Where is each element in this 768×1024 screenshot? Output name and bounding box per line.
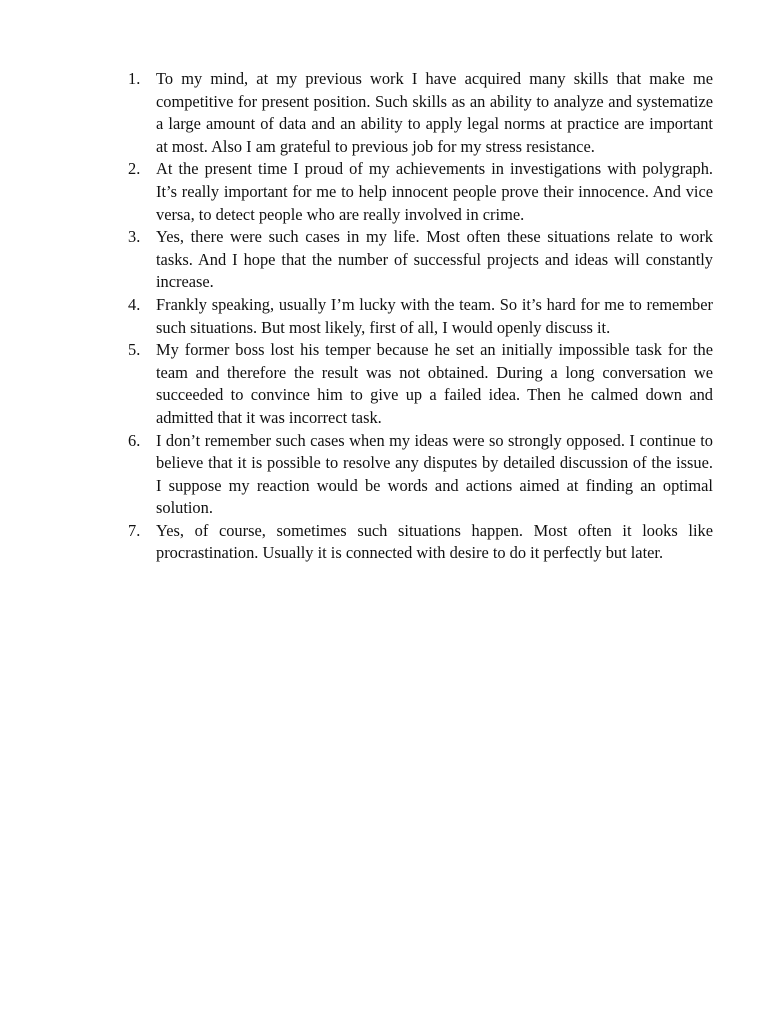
answer-text: My former boss lost his temper because he set an initially impossible task for the team and therefore the result was not obtained. During a long conversation we succeeded to convince him to give up a failed idea. Then he calmed down and admitted that it was incorrect task.	[156, 340, 713, 427]
answer-list	[128, 68, 713, 565]
answer-item-3	[128, 226, 713, 294]
answer-item-1	[128, 68, 713, 158]
answer-text: To my mind, at my previous work I have acquired many skills that make me competitive for present position. Such skills as an ability to analyze and systematize a large amount of data and an ability to apply legal norms at practice are important at most. Also I am grateful to previous job for my stress resistance.	[156, 69, 713, 156]
answer-number: 1.	[128, 69, 141, 88]
answer-number: 7.	[128, 520, 141, 540]
answer-text: Yes, of course, sometimes such situations happen. Most often it looks like procrastination. Usually it is connected with desire to do it perfectly but later.	[156, 520, 713, 563]
answer-number: 5.	[128, 340, 141, 360]
answer-item-2	[128, 158, 713, 226]
answer-text: At the present time I proud of my achievements in investigations with polygraph. It’s really important for me to help innocent people prove their innocence. And vice versa, to detect people who are really involved in crime.	[156, 159, 713, 224]
answer-item-7	[128, 520, 713, 565]
answer-item-4	[128, 294, 713, 339]
answer-text: I don’t remember such cases when my ideas were so strongly opposed. I continue to believe that it is possible to resolve any disputes by detailed discussion of the issue. I suppose my reaction would be words and actions aimed at finding an optimal solution.	[156, 430, 713, 518]
answer-item-5	[128, 339, 713, 429]
answer-item-6	[128, 430, 713, 520]
answer-number: 4.	[128, 294, 141, 314]
answer-number: 3.	[128, 227, 141, 247]
answer-text: Frankly speaking, usually I’m lucky with the team. So it’s hard for me to remember such situations. But most likely, first of all, I would openly discuss it.	[156, 294, 713, 337]
answer-text: Yes, there were such cases in my life. Most often these situations relate to work tasks. And I hope that the number of successful projects and ideas will constantly increase.	[156, 227, 713, 292]
answer-number: 6.	[128, 430, 141, 450]
answer-number: 2.	[128, 159, 141, 179]
